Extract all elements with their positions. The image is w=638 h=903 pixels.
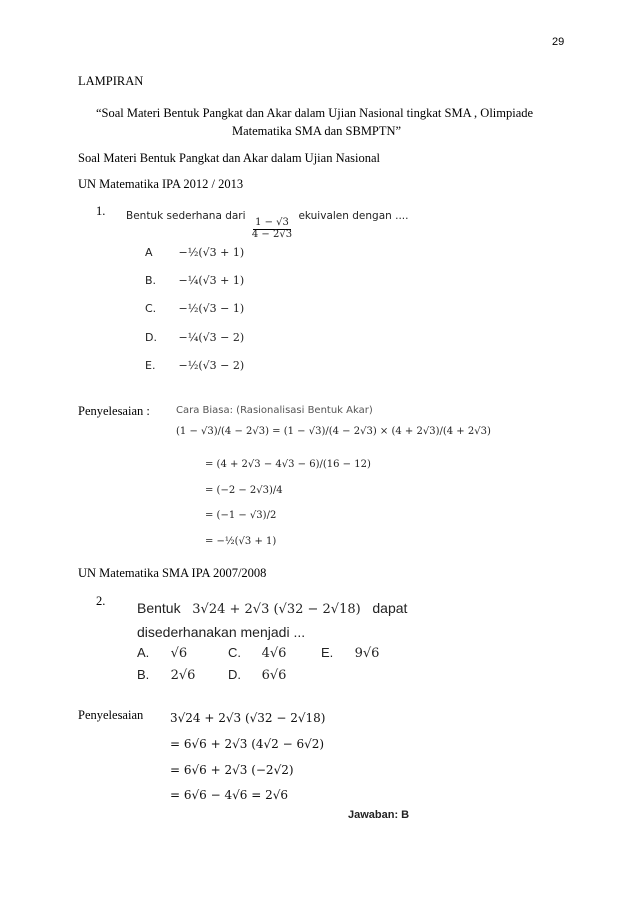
exam2-solution-step-2: = 6√6 + 2√3 (4√2 − 6√2) (170, 737, 325, 751)
page-number: 29 (552, 36, 565, 48)
section-title: Soal Materi Bentuk Pangkat dan Akar dalam Ujian Nasional (78, 151, 381, 165)
exam1-solution-step-3: = (−2 − 2√3)/4 (205, 485, 283, 496)
q2-option-e (321, 645, 379, 661)
q1-option-text: −¼(√3 − 2) (178, 331, 245, 344)
exam2-solution-label: Penyelesaian (78, 708, 144, 722)
q2-option-label: B. (137, 667, 150, 682)
exam1-solution-label: Penyelesaian : (78, 404, 150, 418)
question-2-line-1 (137, 600, 407, 617)
q1-option-label: A (145, 246, 153, 259)
exam2-solution-step-4: = 6√6 − 4√6 = 2√6 (170, 788, 288, 802)
exam2-number: 2. (96, 594, 106, 608)
q2-option-label: D. (228, 667, 241, 682)
q2-option-text: 9√6 (354, 646, 380, 661)
q2-option-label: A. (137, 645, 150, 660)
q1-option-text: −½(√3 − 1) (178, 302, 245, 315)
exam1-solution-title: Cara Biasa: (Rasionalisasi Bentuk Akar) (176, 405, 373, 416)
question-1 (126, 210, 408, 240)
question-1-fraction (250, 218, 294, 240)
q1-option-c (145, 302, 244, 315)
exam2-solution-step-1: 3√24 + 2√3 (√32 − 2√18) (170, 711, 326, 725)
question-1-denominator: 4 − 2√3 (251, 228, 293, 240)
question-1-prefix: Bentuk sederhana dari (126, 210, 246, 222)
q2-option-text: 2√6 (170, 668, 196, 683)
exam1-solution-step-1: (1 − √3)/(4 − 2√3) = (1 − √3)/(4 − 2√3) × (4 + 2√3)/(4 + 2√3) (176, 426, 491, 437)
exam1-solution-step-5: = −½(√3 + 1) (205, 536, 277, 547)
intro-line-1: “Soal Materi Bentuk Pangkat dan Akar dalam Ujian Nasional tingkat SMA , Olimpiade (96, 106, 534, 120)
q2-option-a (137, 645, 187, 661)
q2-option-label: E. (321, 645, 334, 660)
q2-option-text: √6 (170, 646, 188, 661)
q1-option-text: −¼(√3 + 1) (178, 274, 245, 287)
q1-option-label: E. (145, 359, 156, 372)
q1-option-e (145, 359, 244, 372)
q1-option-a (145, 246, 244, 259)
q1-option-label: D. (145, 331, 157, 344)
q2-option-label: C. (228, 645, 241, 660)
exam2-title: UN Matematika SMA IPA 2007/2008 (78, 566, 267, 580)
question-2-suffix: dapat (372, 600, 408, 616)
question-2-expression: 3√24 + 2√3 (√32 − 2√18) (192, 602, 361, 617)
q2-option-c (228, 645, 286, 661)
q2-option-text: 4√6 (261, 646, 287, 661)
q2-option-d (228, 667, 286, 683)
q2-option-text: 6√6 (261, 668, 287, 683)
page-heading: LAMPIRAN (78, 74, 144, 88)
intro-line-2: Matematika SMA dan SBMPTN” (232, 124, 402, 138)
q1-option-label: B. (145, 274, 157, 287)
q1-option-d (145, 331, 244, 344)
q1-option-text: −½(√3 − 2) (178, 359, 245, 372)
question-2-prefix: Bentuk (137, 600, 181, 616)
exam2-answer: Jawaban: B (348, 809, 410, 821)
exam1-title: UN Matematika IPA 2012 / 2013 (78, 177, 244, 191)
exam1-solution-step-4: = (−1 − √3)/2 (205, 510, 277, 521)
q1-option-b (145, 274, 244, 287)
exam1-solution-step-2: = (4 + 2√3 − 4√3 − 6)/(16 − 12) (205, 459, 371, 470)
question-1-suffix: ekuivalen dengan .... (298, 210, 409, 222)
exam1-number: 1. (96, 204, 106, 218)
exam2-solution-step-3: = 6√6 + 2√3 (−2√2) (170, 763, 294, 777)
q2-option-b (137, 667, 195, 683)
question-2-line-2: disederhanakan menjadi ... (137, 624, 306, 640)
q1-option-label: C. (145, 302, 157, 315)
q1-option-text: −½(√3 + 1) (178, 246, 245, 259)
question-1-numerator: 1 − √3 (255, 217, 289, 228)
